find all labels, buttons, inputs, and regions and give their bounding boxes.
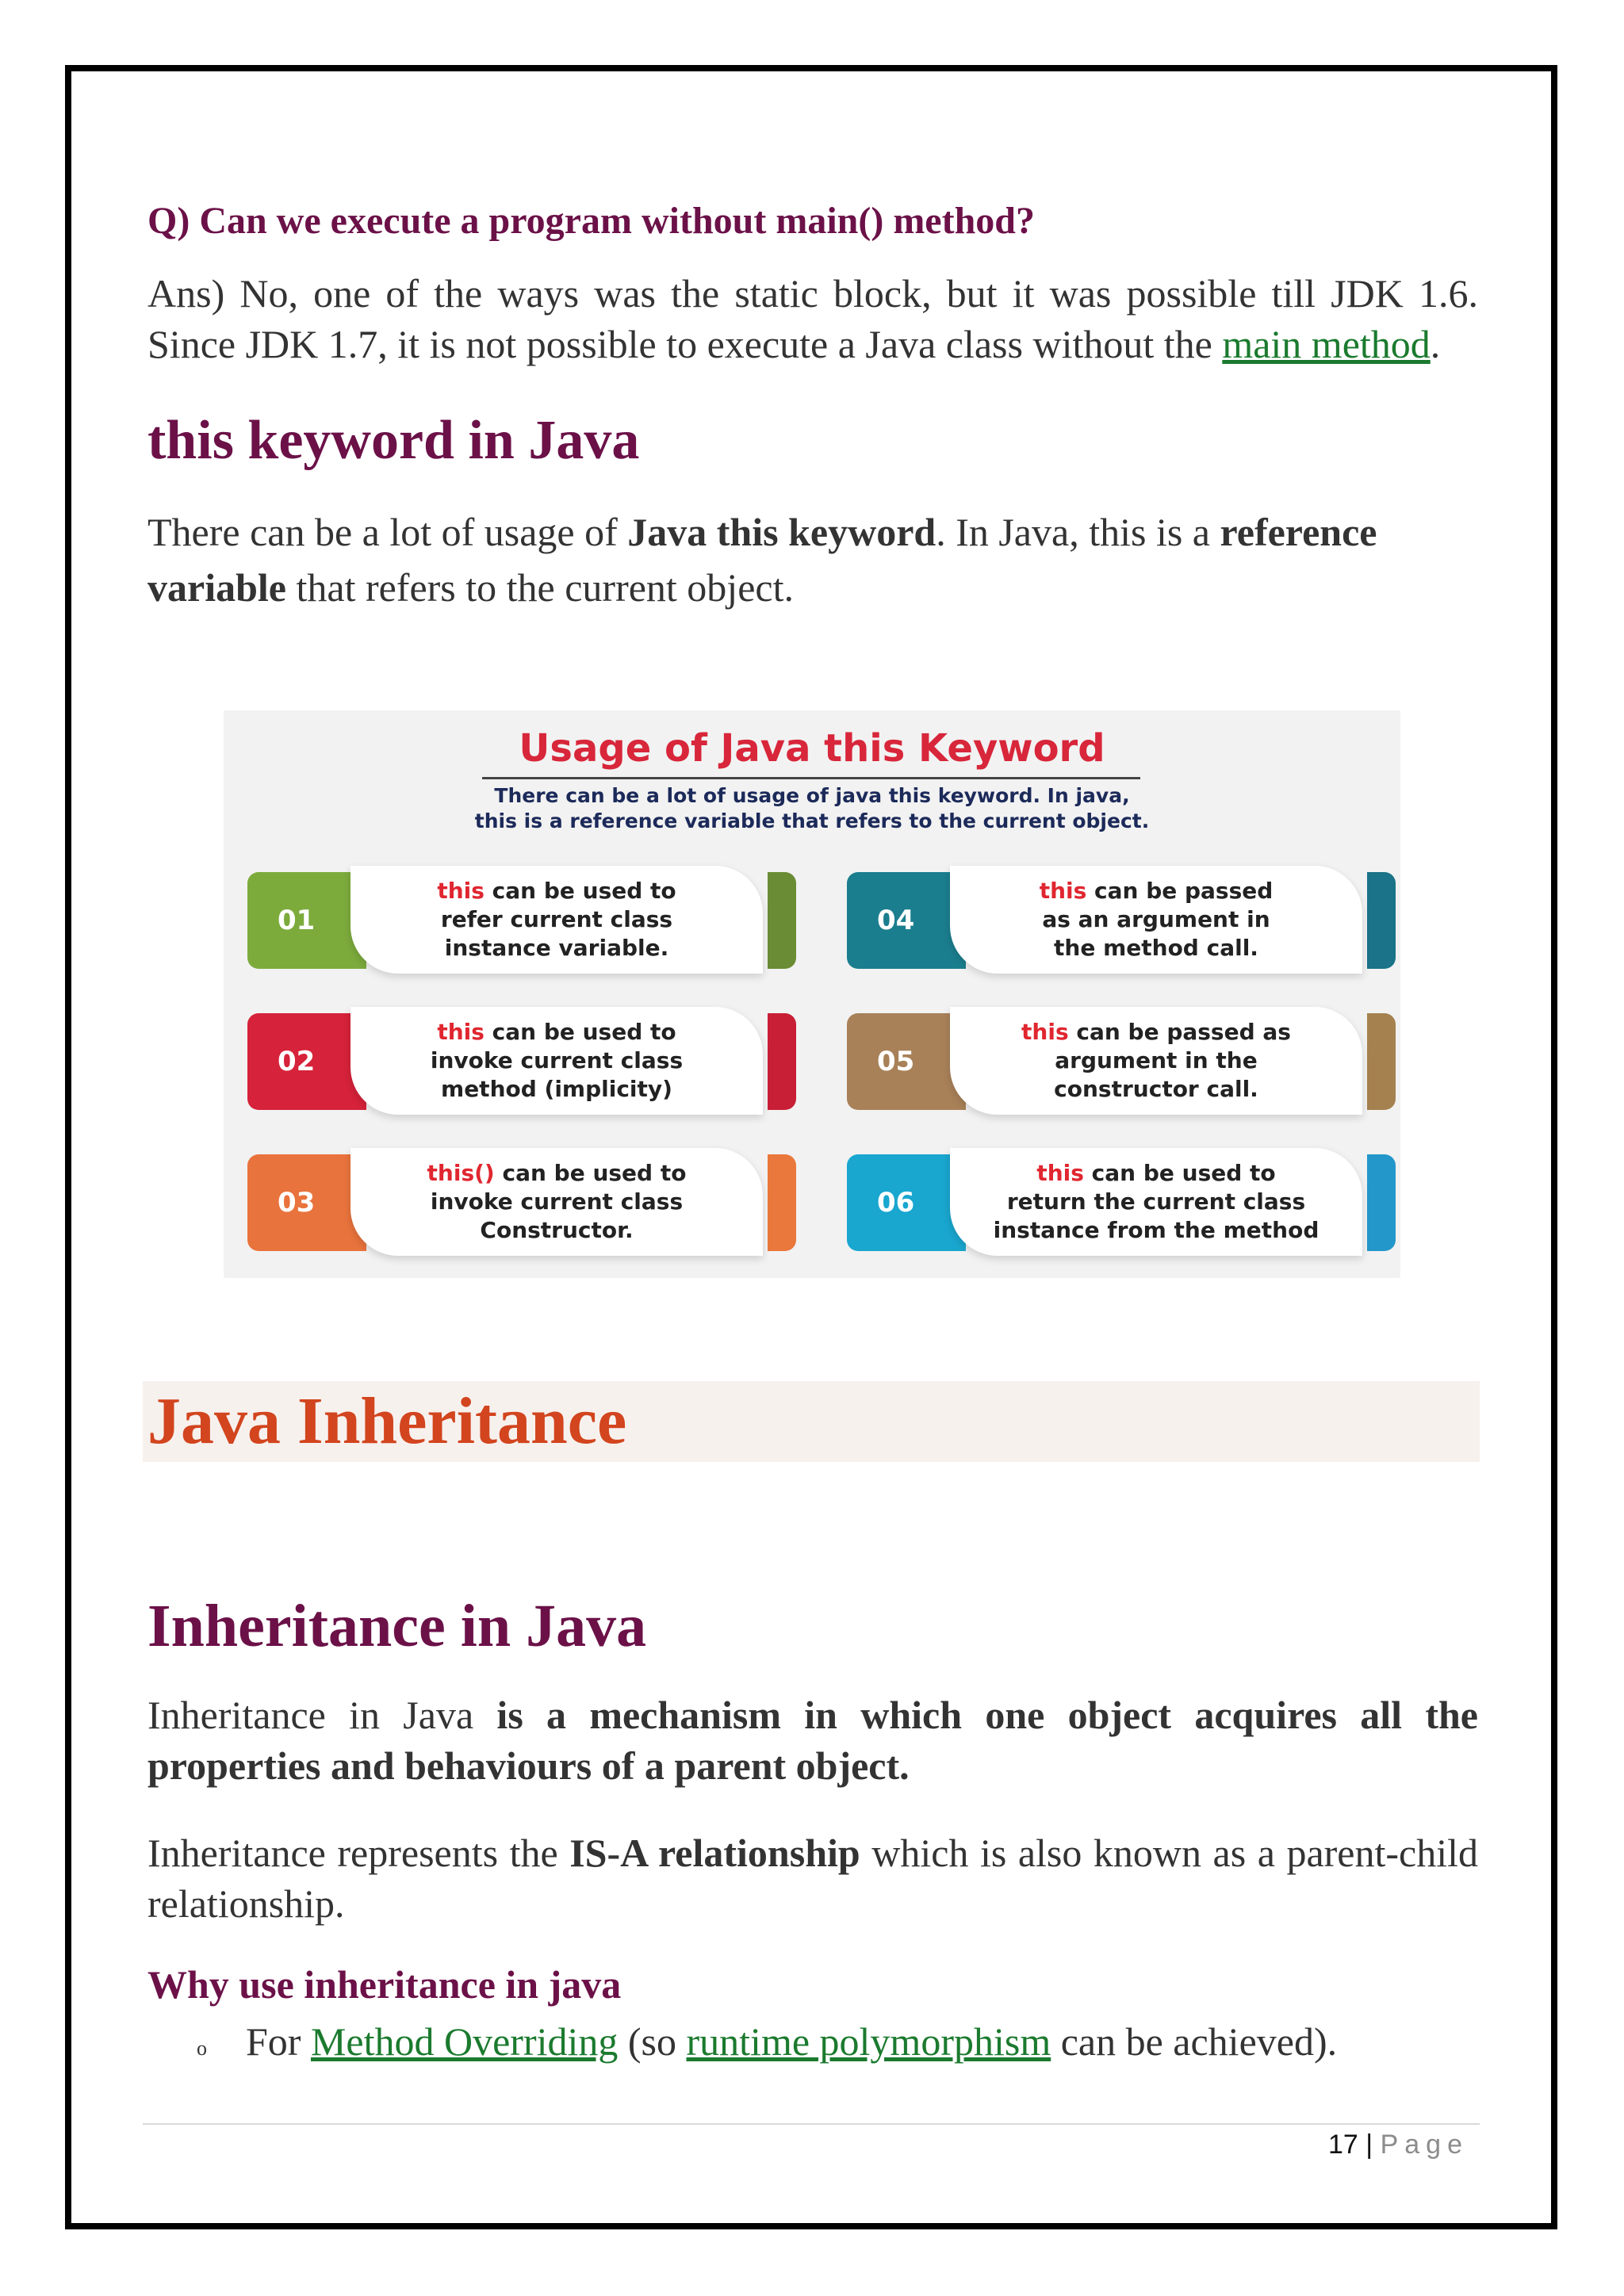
footer-divider bbox=[143, 2123, 1480, 2125]
card-number-tab: 06 bbox=[847, 1154, 966, 1251]
card-number-tab: 04 bbox=[847, 872, 966, 969]
p2-text-a: Inheritance represents the bbox=[147, 1831, 570, 1876]
why-use-heading: Why use inheritance in java bbox=[147, 1962, 622, 2007]
inheritance-heading: Inheritance in Java bbox=[147, 1593, 647, 1659]
inheritance-paragraph-1 bbox=[147, 1689, 1478, 1791]
card-line-3: instance from the method bbox=[993, 1217, 1320, 1243]
p2-bold: IS-A relationship bbox=[569, 1831, 860, 1876]
card-end-cap bbox=[768, 1013, 796, 1110]
card-line-1-rest: can be passed as bbox=[1068, 1019, 1291, 1045]
card-text-lines bbox=[431, 1018, 683, 1104]
question-heading: Q) Can we execute a program without main() method? bbox=[147, 200, 1035, 242]
card-text bbox=[950, 866, 1362, 974]
card-line-1 bbox=[431, 1018, 683, 1047]
intro-text-3: that refers to the current object. bbox=[285, 564, 794, 610]
card-number-tab: 05 bbox=[847, 1013, 966, 1110]
bullet-item bbox=[197, 2016, 1478, 2074]
card-line-1-rest: can be used to bbox=[484, 878, 676, 904]
usage-card-01 bbox=[247, 866, 796, 974]
answer-text: Ans) No, one of the ways was the static block, but it was possible till JDK 1.6. Since JDK 1.7, it is not possible to execute a Java class without the bbox=[147, 270, 1478, 366]
card-line-1 bbox=[427, 1159, 687, 1188]
footer-separator: | bbox=[1365, 2130, 1373, 2160]
page-number: 17 bbox=[1328, 2130, 1358, 2160]
card-line-1-rest: can be passed bbox=[1086, 878, 1274, 904]
card-text bbox=[350, 866, 763, 974]
card-line-1-rest: can be used to bbox=[1083, 1160, 1276, 1186]
card-line-3: Constructor. bbox=[480, 1217, 634, 1243]
card-line-1 bbox=[1021, 1018, 1291, 1047]
card-keyword: this bbox=[1036, 1160, 1084, 1186]
top-content bbox=[147, 198, 1478, 615]
usage-card-02 bbox=[247, 1007, 796, 1115]
java-inheritance-banner bbox=[143, 1381, 1480, 1462]
card-line-2: refer current class bbox=[440, 906, 673, 932]
card-text-lines bbox=[994, 1159, 1320, 1245]
card-line-1-rest: can be used to bbox=[484, 1019, 676, 1045]
card-line-3: method (implicity) bbox=[441, 1076, 672, 1102]
card-number-tab: 03 bbox=[247, 1154, 366, 1251]
card-end-cap bbox=[1367, 872, 1396, 969]
card-text-lines bbox=[1040, 877, 1274, 962]
infographic-subtitle-line2: this is a reference variable that refers to the current object. bbox=[474, 809, 1150, 832]
card-keyword: this() bbox=[427, 1160, 495, 1186]
card-end-cap bbox=[768, 872, 796, 969]
card-keyword: this bbox=[437, 878, 485, 904]
card-text bbox=[950, 1148, 1362, 1256]
card-text bbox=[950, 1007, 1362, 1115]
card-line-2: invoke current class bbox=[430, 1047, 684, 1073]
card-keyword: this bbox=[437, 1019, 485, 1045]
answer-paragraph bbox=[147, 268, 1478, 369]
p1-bold: is a mechanism in which one object acquires all the properties and behaviours of a parent object. bbox=[147, 1693, 1478, 1789]
card-text bbox=[350, 1148, 763, 1256]
intro-text-2: . In Java, this is a bbox=[936, 509, 1220, 554]
intro-bold-2: reference variable bbox=[147, 509, 1377, 610]
card-keyword: this bbox=[1021, 1019, 1069, 1045]
usage-card-04 bbox=[847, 866, 1396, 974]
banner-title: Java Inheritance bbox=[147, 1384, 627, 1458]
card-line-3: instance variable. bbox=[444, 935, 669, 961]
card-line-2: argument in the bbox=[1055, 1047, 1258, 1073]
usage-card-05 bbox=[847, 1007, 1396, 1115]
card-text-lines bbox=[437, 877, 676, 962]
card-line-2: as an argument in bbox=[1042, 906, 1270, 932]
infographic-subtitle-line1: There can be a lot of usage of java this keyword. In java, bbox=[494, 784, 1130, 807]
usage-card-03 bbox=[247, 1148, 796, 1256]
method-overriding-link[interactable]: Method Overriding bbox=[310, 2019, 619, 2064]
answer-end: . bbox=[1430, 321, 1441, 366]
card-text-lines bbox=[427, 1159, 687, 1245]
card-line-3: the method call. bbox=[1054, 935, 1258, 961]
bullet-text-a: For bbox=[246, 2019, 311, 2064]
card-line-2: invoke current class bbox=[430, 1188, 684, 1215]
bullet-text-c: can be achieved). bbox=[1051, 2019, 1338, 2064]
card-number-tab: 02 bbox=[247, 1013, 366, 1110]
intro-bold-1: Java this keyword bbox=[627, 509, 936, 554]
page-label: Page bbox=[1380, 2130, 1469, 2160]
this-intro-paragraph bbox=[147, 504, 1478, 615]
card-line-1 bbox=[437, 877, 676, 905]
card-end-cap bbox=[1367, 1154, 1396, 1251]
card-text bbox=[350, 1007, 763, 1115]
usage-card-06 bbox=[847, 1148, 1396, 1256]
card-line-3: constructor call. bbox=[1054, 1076, 1258, 1102]
bullet-text bbox=[246, 2016, 1337, 2067]
bullet-text-b: (so bbox=[618, 2019, 687, 2064]
main-method-link[interactable]: main method bbox=[1222, 321, 1431, 366]
p2-text-b: which is also known as a parent-child relationship. bbox=[147, 1831, 1478, 1927]
card-end-cap bbox=[768, 1154, 796, 1251]
p1-plain: Inheritance in Java bbox=[147, 1693, 497, 1738]
card-line-2: return the current class bbox=[1006, 1188, 1306, 1215]
infographic-title: Usage of Java this Keyword bbox=[519, 726, 1105, 771]
page-footer bbox=[1328, 2130, 1469, 2160]
inheritance-content bbox=[147, 1590, 1478, 2074]
infographic-subtitle bbox=[224, 783, 1400, 834]
this-keyword-infographic bbox=[224, 710, 1400, 1278]
card-number-tab: 01 bbox=[247, 872, 366, 969]
card-text-lines bbox=[1021, 1018, 1291, 1104]
inheritance-paragraph-2 bbox=[147, 1827, 1478, 1929]
infographic-divider bbox=[482, 777, 1140, 779]
card-end-cap bbox=[1367, 1013, 1396, 1110]
card-line-1 bbox=[994, 1159, 1320, 1188]
intro-text-1: There can be a lot of usage of bbox=[147, 509, 628, 554]
bullet-circle-icon: o bbox=[197, 2037, 207, 2061]
runtime-polymorphism-link[interactable]: runtime polymorphism bbox=[686, 2019, 1051, 2064]
card-line-1-rest: can be used to bbox=[494, 1160, 687, 1186]
this-keyword-heading: this keyword in Java bbox=[147, 409, 640, 471]
card-line-1 bbox=[1040, 877, 1274, 905]
card-keyword: this bbox=[1039, 878, 1087, 904]
